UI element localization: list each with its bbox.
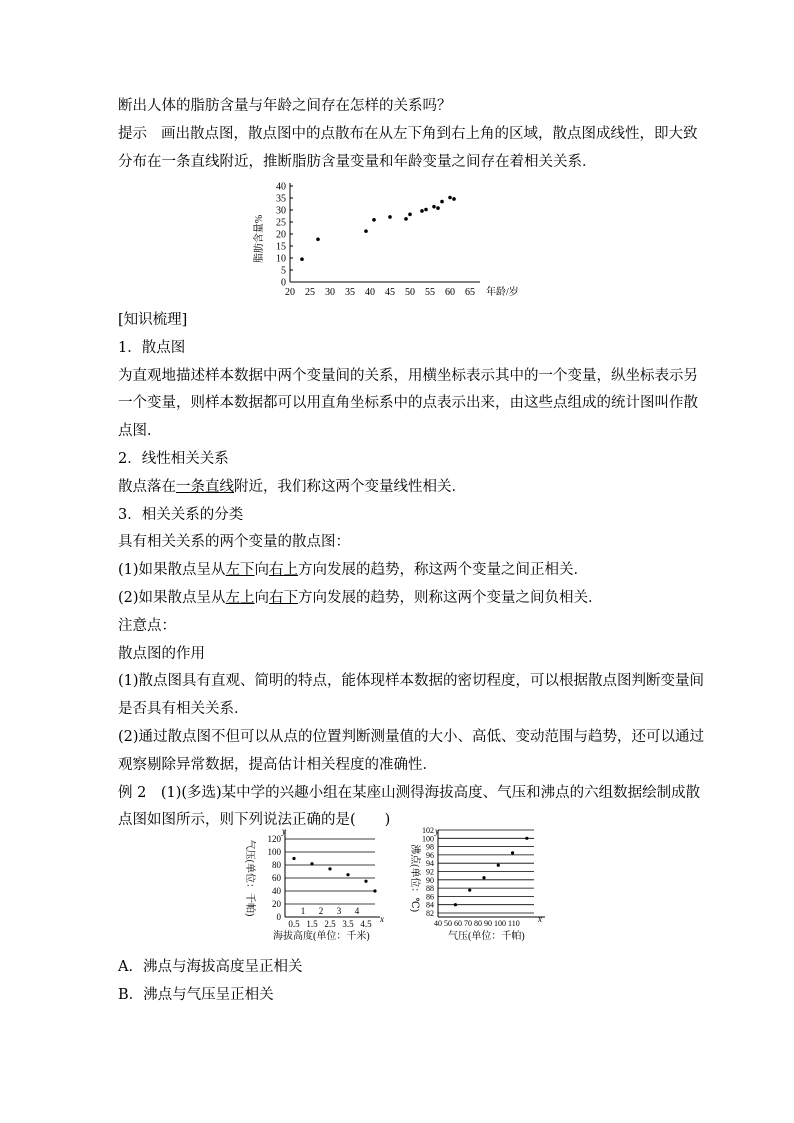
fat-point [440,200,444,204]
right-ytick-label: 94 [426,859,434,869]
fat-ylabel-text: 脂肪含量% [254,214,265,264]
right-point [454,903,457,906]
left-xtick-label: 3.5 [342,919,354,929]
fat-xtick-label: 35 [345,287,355,298]
role-1-line-2: 是否具有相关关系． [118,701,249,717]
left-axis-x-letter: x [380,914,384,924]
left-x-nums [301,906,360,916]
hint-text-1: 画出散点图，散点图中的点散布在从左下角到右上角的区域，散点图成线性，即大致 [161,126,698,142]
s1-line-3: 点图． [118,423,162,439]
left-point [310,862,313,865]
s3-p1-u1: 左下 [225,562,255,578]
hint-label: 提示 [118,126,147,142]
example-line-2: 点图如图所示，则下列说法正确的是( ) [118,812,391,828]
pressure-altitude-chart [235,826,395,946]
right-ytick-label: 84 [426,900,434,910]
fat-ytick-label: 25 [276,217,286,229]
fat-point [432,205,436,209]
s3-p1-u2: 右上 [269,562,299,578]
fat-xtick-label: 55 [425,287,435,298]
right-ytick-label: 92 [426,867,434,877]
right-xlabel: 气压(单位：千帕) [448,931,525,942]
note-heading: 注意点： [118,618,176,634]
right-point [497,864,500,867]
s2-title: 2．线性相关关系 [118,451,229,467]
fat-point [316,237,320,241]
fat-ytick-label: 0 [281,277,286,289]
hint-line-1 [118,124,698,144]
s3-p2-u2: 右下 [269,590,299,606]
fat-point [448,196,452,200]
left-x-ticks [288,919,372,929]
left-points [292,857,376,893]
s3-p2-c: 方向发展的趋势，则称这两个变量之间负相关． [298,590,603,606]
s3-title: 3．相关关系的分类 [118,507,244,523]
right-grid [438,830,534,913]
left-ytick-label: 100 [267,847,281,857]
left-ytick-label: 60 [272,873,281,883]
role-heading: 散点图的作用 [118,646,205,662]
left-ytick-label: 0 [276,912,281,922]
s3-p1-c: 方向发展的趋势，称这两个变量之间正相关． [298,562,589,578]
fat-ytick-label: 10 [276,253,286,265]
left-point [364,880,367,883]
option-b: B．沸点与气压呈正相关 [118,987,274,1003]
right-ytick-label: 100 [422,834,434,844]
fat-chart-ylabel [252,215,265,263]
s1-line-2: 一个变量，则样本数据都可以用直角坐标系中的点表示出来，由这些点组成的统计图叫作散 [118,395,698,411]
fat-point [420,209,424,213]
right-ytick-label: 82 [426,909,434,918]
left-xnum-label: 3 [336,906,342,916]
right-ytick-label: 88 [426,884,434,894]
fat-point [424,208,428,212]
fat-point [452,197,456,201]
fat-age-chart [250,175,550,305]
fat-xtick-label: 30 [325,287,335,298]
fat-x-ticks [285,287,475,298]
fat-point [408,213,412,217]
right-point [468,889,471,892]
left-point [373,889,376,892]
left-ytick-label: 40 [272,886,281,896]
fat-point [388,215,392,219]
fat-xtick-label: 20 [285,287,295,298]
fat-point [404,217,408,221]
example-line-1: 例 2 (1)(多选)某中学的兴趣小组在某座山测得海拔高度、气压和沸点的六组数据绘制成散 [118,785,701,801]
right-point [482,876,485,879]
left-xtick-label: 0.5 [288,919,300,929]
role-2-line-1: (2)通过散点图不但可以从点的位置判断测量值的大小、高低、变动范围与趋势，还可以通过 [118,729,705,745]
fat-xtick-label: 25 [305,287,315,298]
s3-negative [118,588,603,608]
s3-intro: 具有相关关系的两个变量的散点图： [118,534,350,550]
fat-ytick-label: 30 [276,205,286,217]
right-ytick-label: 98 [426,842,434,852]
s3-p2-u1: 左上 [225,590,255,606]
s3-p2-a: (2)如果散点呈从 [118,590,226,606]
s2-b: 附近，我们称这两个变量线性相关． [234,479,466,495]
right-y-ticks [422,826,434,918]
fat-point [436,206,440,210]
s3-positive [118,560,588,580]
left-xtick-label: 4.5 [360,919,372,929]
s2-line [118,477,466,497]
role-2-line-2: 观察剔除异常数据，提高估计相关程度的准确性． [118,757,437,773]
right-ytick-label: 102 [422,826,434,835]
fat-ytick-label: 35 [276,193,286,205]
left-point [346,873,349,876]
right-axis-y-letter: y [435,826,439,836]
left-ylabel: 气压(单位：千帕) [244,839,255,917]
role-1-line-1: (1)散点图具有直观、简明的特点，能体现样本数据的密切程度，可以根据散点图判断变量间 [118,673,705,689]
left-point [328,867,331,870]
right-ytick-label: 86 [426,892,434,902]
left-y-ticks [268,834,282,922]
s3-p1-b: 向 [254,562,270,578]
left-xnum-label: 2 [318,906,324,916]
left-xlabel: 海拔高度(单位：千米) [273,931,370,942]
right-ytick-label: 90 [426,875,434,885]
s2-underlined: 一条直线 [176,479,234,495]
right-ytick-label: 96 [426,850,434,860]
fat-xtick-label: 60 [445,287,455,298]
left-point [292,857,295,860]
fat-ytick-label: 40 [276,181,286,193]
fat-xtick-label: 40 [365,287,375,298]
left-xtick-label: 2.5 [324,919,336,929]
fat-point [300,257,304,261]
left-grid [285,839,375,904]
s2-a: 散点落在 [118,479,176,495]
left-axis-y-letter: y [282,826,286,836]
s1-title: 1．散点图 [118,340,186,356]
left-ytick-label: 20 [272,899,281,909]
right-x-ticks: 40 50 60 70 80 90 100 110 [434,919,520,928]
fat-point [372,218,376,222]
left-xtick-label: 1.5 [306,919,318,929]
s3-p1-a: (1)如果散点呈从 [118,562,226,578]
fat-xtick-label: 65 [465,287,475,298]
fat-xtick-label: 45 [385,287,395,298]
right-axis-x-letter: x [538,914,542,924]
fat-points [300,196,456,261]
right-point [511,851,514,854]
fat-ytick-label: 15 [276,241,286,253]
left-xnum-label: 1 [300,906,306,916]
s3-p2-b: 向 [254,590,270,606]
fat-ytick-label: 5 [281,265,286,277]
left-xnum-label: 4 [354,906,360,916]
left-ytick-label: 120 [267,834,281,844]
fat-ytick-label: 20 [276,229,286,241]
right-ylabel: 沸点(单位：℃) [409,844,420,912]
fat-xtick-label: 50 [405,287,415,298]
boiling-pressure-chart [400,826,560,946]
question-line: 断出人体的脂肪含量与年龄之间存在怎样的关系吗？ [118,98,452,114]
hint-line-2: 分布在一条直线附近，推断脂肪含量变量和年龄变量之间存在着相关关系． [118,154,597,170]
s1-line-1: 为直观地描述样本数据中两个变量间的关系，用横坐标表示其中的一个变量，纵坐标表示另 [118,368,698,384]
option-a: A．沸点与海拔高度呈正相关 [118,959,303,975]
right-point [525,837,528,840]
left-ytick-label: 80 [272,860,281,870]
knowledge-heading: [知识梳理] [118,312,188,328]
fat-point [364,229,368,233]
fat-xlabel: 年龄/岁 [486,287,519,298]
